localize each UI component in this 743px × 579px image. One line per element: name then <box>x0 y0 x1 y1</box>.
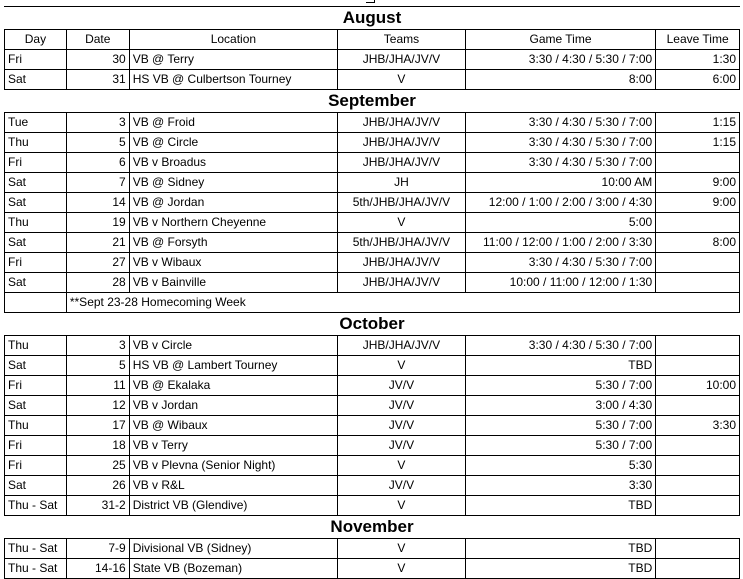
cell-teams: JV/V <box>337 396 465 415</box>
cell-date: 26 <box>66 476 129 495</box>
cell-day: Fri <box>8 155 22 169</box>
cell-location: VB @ Ekalaka <box>129 376 337 395</box>
cell-teams: JH <box>337 173 465 192</box>
table-row <box>4 558 740 579</box>
cell-date: 3 <box>66 336 129 355</box>
column-header-leave-time: Leave Time <box>655 30 739 49</box>
cell-day: Thu - Sat <box>8 561 58 575</box>
table-row <box>4 455 740 475</box>
cell-leave-time: 1:15 <box>655 113 739 132</box>
cell-leave-time <box>655 436 739 455</box>
cell-date: 30 <box>66 50 129 69</box>
cell-game-time: 3:30 / 4:30 / 5:30 / 7:00 <box>465 336 655 355</box>
cell-date: 5 <box>66 133 129 152</box>
cell-teams: 5th/JHB/JHA/JV/V <box>337 193 465 212</box>
cell-day: Sat <box>8 195 27 209</box>
cell-day: Sat <box>8 275 27 289</box>
table-row <box>4 112 740 132</box>
cell-date: 31 <box>66 70 129 89</box>
cell-day: Sat <box>8 398 27 412</box>
cell-location: VB v Broadus <box>129 153 337 172</box>
cell-game-time: TBD <box>465 356 655 375</box>
cell-game-time: 12:00 / 1:00 / 2:00 / 3:00 / 4:30 <box>465 193 655 212</box>
column-header-date: Date <box>66 30 129 49</box>
cell-game-time: TBD <box>465 559 655 578</box>
cell-day: Thu <box>8 338 29 352</box>
cell-game-time: 3:30 / 4:30 / 5:30 / 7:00 <box>465 133 655 152</box>
cell-location: VB @ Jordan <box>129 193 337 212</box>
cell-day: Thu <box>8 215 29 229</box>
cell-leave-time <box>655 396 739 415</box>
table-row <box>4 192 740 212</box>
cell-game-time: TBD <box>465 539 655 558</box>
table-row <box>4 475 740 495</box>
cell-location: District VB (Glendive) <box>129 496 337 515</box>
cell-day-empty <box>5 293 66 312</box>
column-header-location: Location <box>129 30 337 49</box>
month-heading-september: September <box>4 89 740 112</box>
cell-date: 27 <box>66 253 129 272</box>
table-row <box>4 495 740 515</box>
cell-game-time: TBD <box>465 496 655 515</box>
cell-location: VB v Jordan <box>129 396 337 415</box>
cell-leave-time <box>655 456 739 475</box>
cell-leave-time: 6:00 <box>655 70 739 89</box>
cell-game-time: 3:30 / 4:30 / 5:30 / 7:00 <box>465 153 655 172</box>
cell-day: Fri <box>8 438 22 452</box>
table-top-edge <box>4 0 740 6</box>
cell-date: 3 <box>66 113 129 132</box>
cell-date: 7-9 <box>66 539 129 558</box>
cell-leave-time <box>655 253 739 272</box>
cell-teams: 5th/JHB/JHA/JV/V <box>337 233 465 252</box>
table-row <box>4 232 740 252</box>
cell-leave-time: 1:30 <box>655 50 739 69</box>
table-row <box>4 395 740 415</box>
cell-date: 18 <box>66 436 129 455</box>
cell-teams: JV/V <box>337 436 465 455</box>
cell-location: VB v R&L <box>129 476 337 495</box>
cell-day: Thu - Sat <box>8 498 58 512</box>
cell-leave-time <box>655 476 739 495</box>
cell-date: 7 <box>66 173 129 192</box>
cell-day: Sat <box>8 175 27 189</box>
table-row <box>4 272 740 292</box>
cell-date: 25 <box>66 456 129 475</box>
cell-day: Sat <box>8 358 27 372</box>
cell-leave-time <box>655 496 739 515</box>
cell-day: Fri <box>8 458 22 472</box>
cell-game-time: 10:00 / 11:00 / 12:00 / 1:30 <box>465 273 655 292</box>
cell-leave-time <box>655 559 739 578</box>
cell-game-time: 5:30 / 7:00 <box>465 416 655 435</box>
cell-leave-time <box>655 336 739 355</box>
cell-location: VB v Plevna (Senior Night) <box>129 456 337 475</box>
cell-game-time: 8:00 <box>465 70 655 89</box>
cell-location: VB @ Terry <box>129 50 337 69</box>
cell-game-time: 5:30 / 7:00 <box>465 376 655 395</box>
cell-leave-time: 8:00 <box>655 233 739 252</box>
cell-leave-time <box>655 539 739 558</box>
cell-teams: V <box>337 456 465 475</box>
cell-location: VB @ Sidney <box>129 173 337 192</box>
cell-game-time: 5:30 / 7:00 <box>465 436 655 455</box>
cell-teams: V <box>337 496 465 515</box>
cell-game-time: 3:30 <box>465 476 655 495</box>
table-row <box>4 375 740 395</box>
cell-leave-time <box>655 273 739 292</box>
cell-date: 21 <box>66 233 129 252</box>
schedule-sheet <box>4 0 740 579</box>
note-row <box>4 292 740 312</box>
table-row <box>4 415 740 435</box>
table-row <box>4 538 740 558</box>
cell-location: HS VB @ Lambert Tourney <box>129 356 337 375</box>
table-row <box>4 152 740 172</box>
cell-location: VB v Northern Cheyenne <box>129 213 337 232</box>
cell-teams: V <box>337 559 465 578</box>
cell-teams: JHB/JHA/JV/V <box>337 113 465 132</box>
cell-teams: JV/V <box>337 416 465 435</box>
cell-date: 12 <box>66 396 129 415</box>
table-row <box>4 172 740 192</box>
cell-date: 11 <box>66 376 129 395</box>
cell-day: Tue <box>8 115 29 129</box>
month-heading-october: October <box>4 312 740 335</box>
cell-leave-time: 1:15 <box>655 133 739 152</box>
cell-game-time: 10:00 AM <box>465 173 655 192</box>
cell-day: Fri <box>8 378 22 392</box>
table-row <box>4 132 740 152</box>
table-row <box>4 252 740 272</box>
cell-location: VB v Circle <box>129 336 337 355</box>
table-row <box>4 49 740 69</box>
table-row <box>4 69 740 89</box>
table-row <box>4 355 740 375</box>
cell-day: Thu <box>8 418 29 432</box>
cell-location: VB @ Forsyth <box>129 233 337 252</box>
cell-date: 14-16 <box>66 559 129 578</box>
cell-day: Fri <box>8 52 22 66</box>
cell-game-time: 3:30 / 4:30 / 5:30 / 7:00 <box>465 113 655 132</box>
cell-date: 14 <box>66 193 129 212</box>
cell-teams: V <box>337 356 465 375</box>
cell-location: VB @ Wibaux <box>129 416 337 435</box>
column-header-game-time: Game Time <box>465 30 655 49</box>
table-row <box>4 335 740 355</box>
cell-day: Thu - Sat <box>8 541 58 555</box>
cell-leave-time: 10:00 <box>655 376 739 395</box>
cell-game-time: 5:00 <box>465 213 655 232</box>
cell-teams: JHB/JHA/JV/V <box>337 253 465 272</box>
cell-teams: V <box>337 213 465 232</box>
cell-game-time: 3:30 / 4:30 / 5:30 / 7:00 <box>465 253 655 272</box>
cell-day: Thu <box>8 135 29 149</box>
cell-teams: JHB/JHA/JV/V <box>337 133 465 152</box>
cell-date: 31-2 <box>66 496 129 515</box>
cell-date: 28 <box>66 273 129 292</box>
cell-teams: JHB/JHA/JV/V <box>337 50 465 69</box>
cell-location: VB @ Froid <box>129 113 337 132</box>
cell-day: Sat <box>8 72 27 86</box>
cell-date: 19 <box>66 213 129 232</box>
cell-game-time: 3:30 / 4:30 / 5:30 / 7:00 <box>465 50 655 69</box>
cell-location: HS VB @ Culbertson Tourney <box>129 70 337 89</box>
cell-leave-time: 9:00 <box>655 173 739 192</box>
cell-leave-time <box>655 213 739 232</box>
cell-game-time: 5:30 <box>465 456 655 475</box>
cell-day: Sat <box>8 235 27 249</box>
cell-leave-time: 9:00 <box>655 193 739 212</box>
cell-teams: JHB/JHA/JV/V <box>337 273 465 292</box>
homecoming-note: **Sept 23-28 Homecoming Week <box>66 293 739 312</box>
cell-location: Divisional VB (Sidney) <box>129 539 337 558</box>
cell-teams: JHB/JHA/JV/V <box>337 336 465 355</box>
column-header-teams: Teams <box>337 30 465 49</box>
column-header-row <box>4 29 740 49</box>
cell-teams: V <box>337 70 465 89</box>
cell-teams: JV/V <box>337 376 465 395</box>
cell-date: 5 <box>66 356 129 375</box>
table-row <box>4 212 740 232</box>
cell-location: VB v Wibaux <box>129 253 337 272</box>
cell-teams: JV/V <box>337 476 465 495</box>
cell-leave-time: 3:30 <box>655 416 739 435</box>
month-heading-november: November <box>4 515 740 538</box>
cell-location: State VB (Bozeman) <box>129 559 337 578</box>
cell-day: Fri <box>8 255 22 269</box>
cell-game-time: 3:00 / 4:30 <box>465 396 655 415</box>
table-row <box>4 435 740 455</box>
month-heading-august: August <box>4 6 740 29</box>
column-header-day: Day <box>24 32 47 46</box>
cell-location: VB @ Circle <box>129 133 337 152</box>
cell-location: VB v Terry <box>129 436 337 455</box>
cell-date: 17 <box>66 416 129 435</box>
cell-date: 6 <box>66 153 129 172</box>
cell-game-time: 11:00 / 12:00 / 1:00 / 2:00 / 3:30 <box>465 233 655 252</box>
cell-teams: V <box>337 539 465 558</box>
cell-teams: JHB/JHA/JV/V <box>337 153 465 172</box>
cell-leave-time <box>655 153 739 172</box>
cell-leave-time <box>655 356 739 375</box>
cell-day: Sat <box>8 478 27 492</box>
cell-location: VB v Bainville <box>129 273 337 292</box>
